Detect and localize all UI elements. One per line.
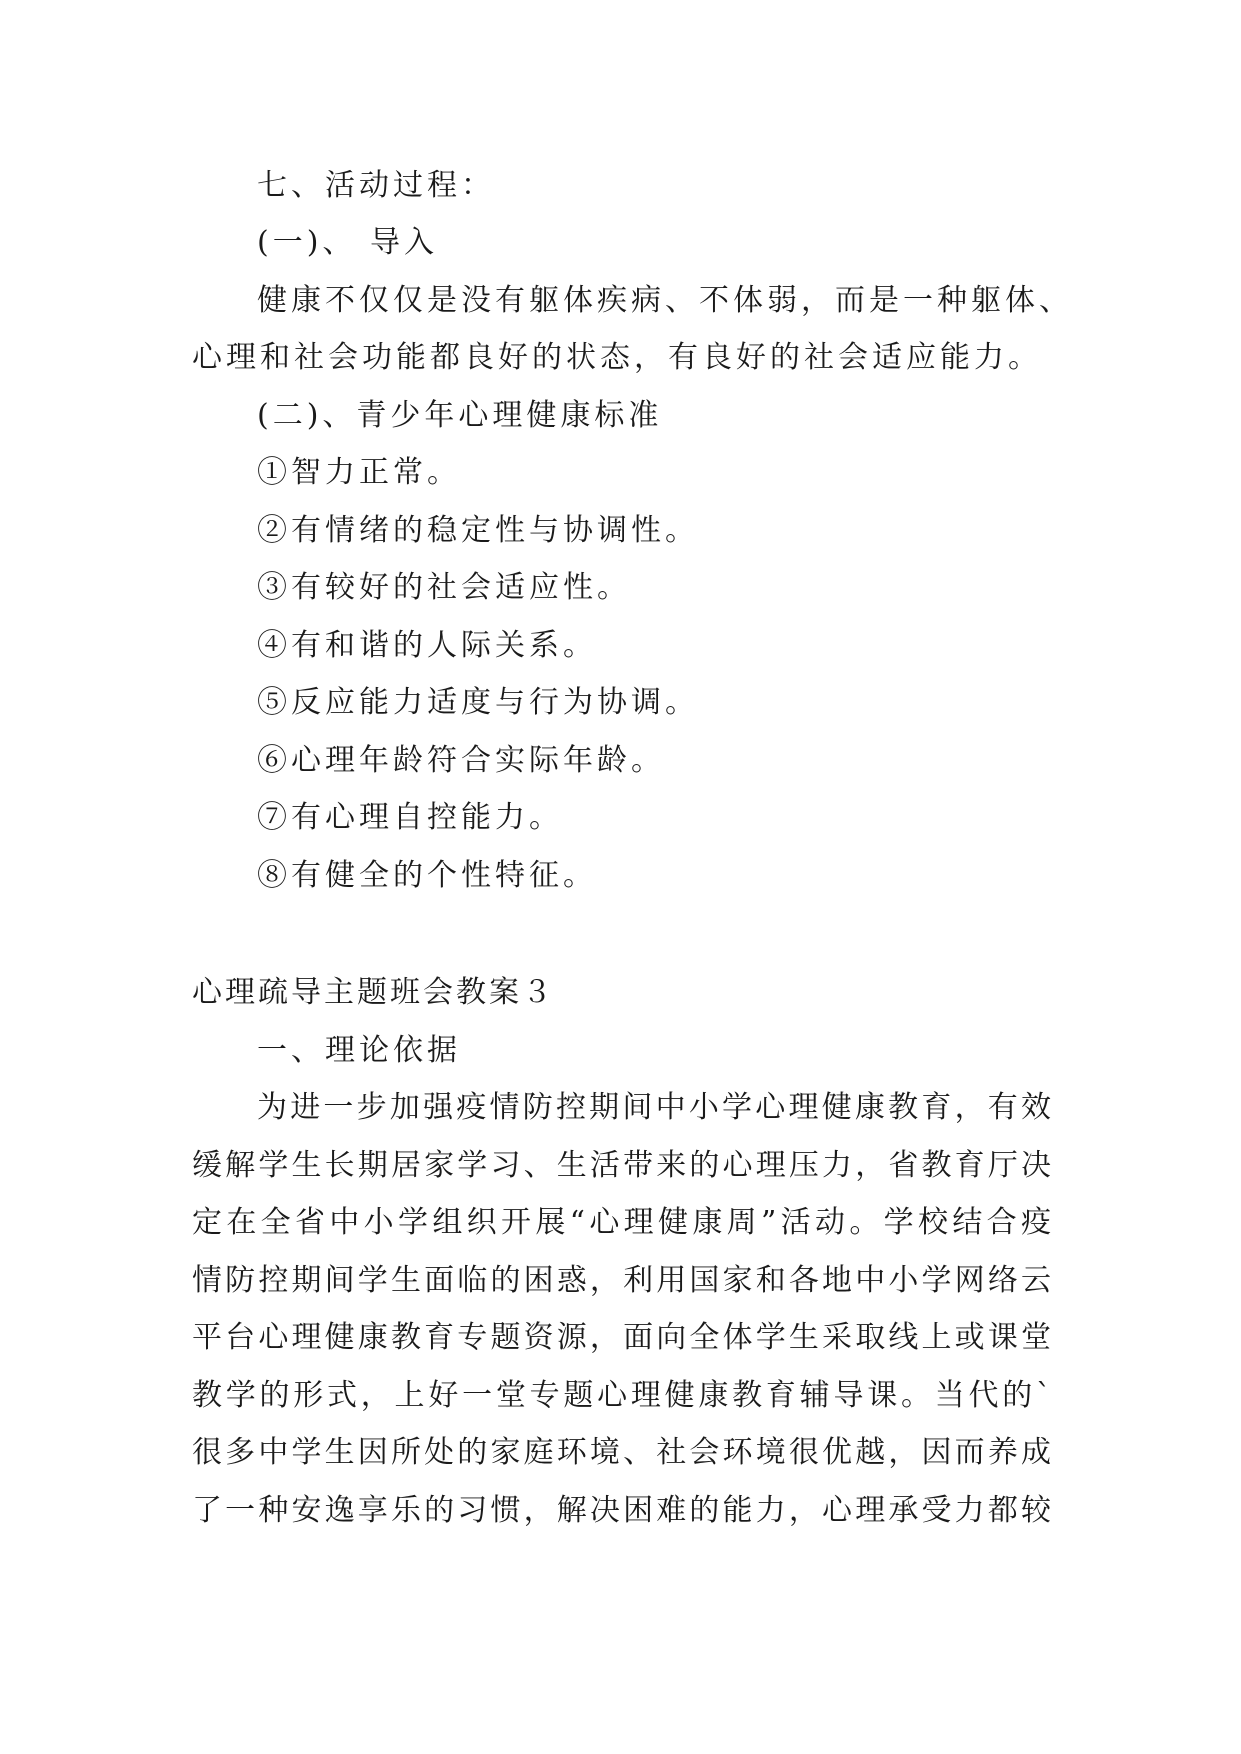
list-item: ⑧有健全的个性特征。 — [257, 858, 597, 893]
subheading-introduction: (一)、 导入 — [257, 225, 438, 260]
paragraph-line: 为进一步加强疫情防控期间中小学心理健康教育，有效 — [257, 1090, 1054, 1125]
list-item: ⑥心理年龄符合实际年龄。 — [257, 743, 665, 778]
list-item: ①智力正常。 — [257, 455, 461, 490]
document-section-title: 心理疏导主题班会教案３ — [192, 975, 555, 1010]
paragraph-line: 心理和社会功能都良好的状态，有良好的社会适应能力。 — [192, 340, 1042, 375]
section-heading-activity-process: 七、活动过程： — [257, 168, 495, 203]
paragraph-line: 健康不仅仅是没有躯体疾病、不体弱，而是一种躯体、 — [257, 283, 1073, 318]
section-heading-theory-basis: 一、理论依据 — [257, 1033, 461, 1068]
list-item: ⑦有心理自控能力。 — [257, 800, 563, 835]
paragraph-line: 了一种安逸享乐的习惯，解决困难的能力，心理承受力都较 — [192, 1493, 1054, 1528]
subheading-standards: (二)、青少年心理健康标准 — [257, 398, 663, 433]
paragraph-line: 教学的形式，上好一堂专题心理健康教育辅导课。当代的` — [192, 1378, 1054, 1413]
paragraph-line: 缓解学生长期居家学习、生活带来的心理压力，省教育厅决 — [192, 1148, 1054, 1183]
paragraph-line: 情防控期间学生面临的困惑，利用国家和各地中小学网络云 — [192, 1263, 1054, 1298]
paragraph-line: 定在全省中小学组织开展“心理健康周”活动。学校结合疫 — [192, 1205, 1054, 1240]
paragraph-line: 平台心理健康教育专题资源，面向全体学生采取线上或课堂 — [192, 1320, 1054, 1355]
paragraph-line: 很多中学生因所处的家庭环境、社会环境很优越，因而养成 — [192, 1435, 1054, 1470]
list-item: ⑤反应能力适度与行为协调。 — [257, 685, 699, 720]
list-item: ④有和谐的人际关系。 — [257, 628, 597, 663]
list-item: ③有较好的社会适应性。 — [257, 570, 631, 605]
list-item: ②有情绪的稳定性与协调性。 — [257, 513, 699, 548]
